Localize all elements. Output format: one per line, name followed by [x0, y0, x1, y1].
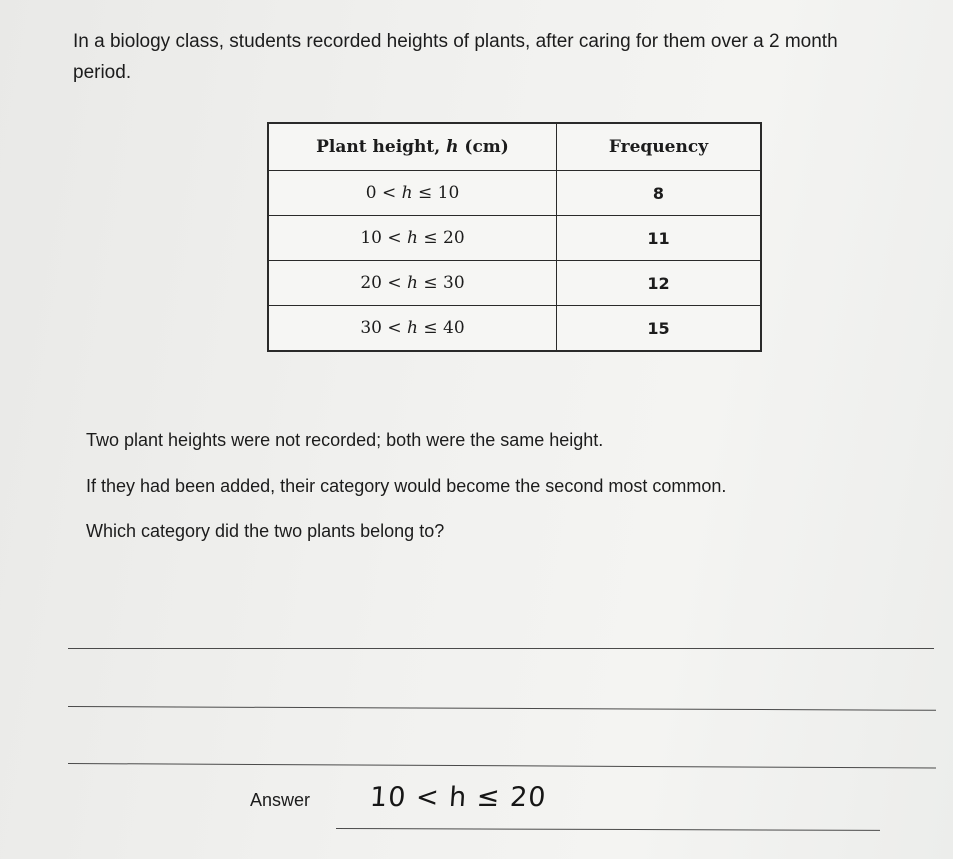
- question-line-2: If they had been added, their category would become the second most common.: [86, 476, 727, 496]
- frequency-cell: 8: [557, 171, 762, 216]
- height-range-cell: 10 < h ≤ 20: [268, 216, 557, 261]
- frequency-column-header: Frequency: [557, 123, 762, 171]
- table-row: [268, 261, 761, 306]
- range-variable: h: [407, 228, 418, 248]
- intro-text: In a biology class, students recorded heights of plants, after caring for them over a 2 month period.: [73, 31, 838, 83]
- range-variable: h: [407, 318, 418, 338]
- frequency-cell: 11: [557, 216, 762, 261]
- range-variable: h: [407, 273, 418, 293]
- table-header-row: [268, 123, 761, 171]
- frequency-table: [267, 122, 762, 352]
- range-low: 0: [365, 183, 377, 203]
- frequency-cell: 12: [557, 261, 762, 306]
- frequency-cell: 15: [557, 306, 762, 352]
- height-header-variable: h: [446, 137, 459, 157]
- answer-label: Answer: [250, 790, 311, 810]
- working-line-1[interactable]: [68, 648, 934, 649]
- answer-line[interactable]: [336, 828, 880, 831]
- working-line-2[interactable]: [68, 706, 936, 711]
- height-column-header: [268, 123, 557, 171]
- table-row: [268, 171, 761, 216]
- range-high: 10: [437, 183, 460, 203]
- table-row: [268, 306, 761, 352]
- handwritten-answer: 10 < h ≤ 20: [368, 782, 548, 813]
- height-header-unit: (cm): [458, 137, 509, 157]
- question-line-3: Which category did the two plants belong to?: [86, 521, 445, 541]
- height-range-cell: 20 < h ≤ 30: [268, 261, 557, 306]
- question-line-1: Two plant heights were not recorded; both were the same height.: [86, 430, 604, 450]
- range-high: 30: [443, 273, 465, 293]
- range-variable: h: [401, 183, 413, 203]
- range-low: 20: [360, 273, 382, 293]
- height-range-cell: 0 < h ≤ 10: [268, 171, 557, 216]
- height-range-cell: 30 < h ≤ 40: [268, 306, 557, 352]
- range-high: 20: [443, 228, 465, 248]
- height-header-label: Plant height,: [316, 137, 447, 157]
- table-row: [268, 216, 761, 261]
- range-low: 30: [360, 318, 382, 338]
- range-high: 40: [443, 318, 465, 338]
- range-low: 10: [360, 228, 382, 248]
- working-line-3[interactable]: [68, 763, 936, 769]
